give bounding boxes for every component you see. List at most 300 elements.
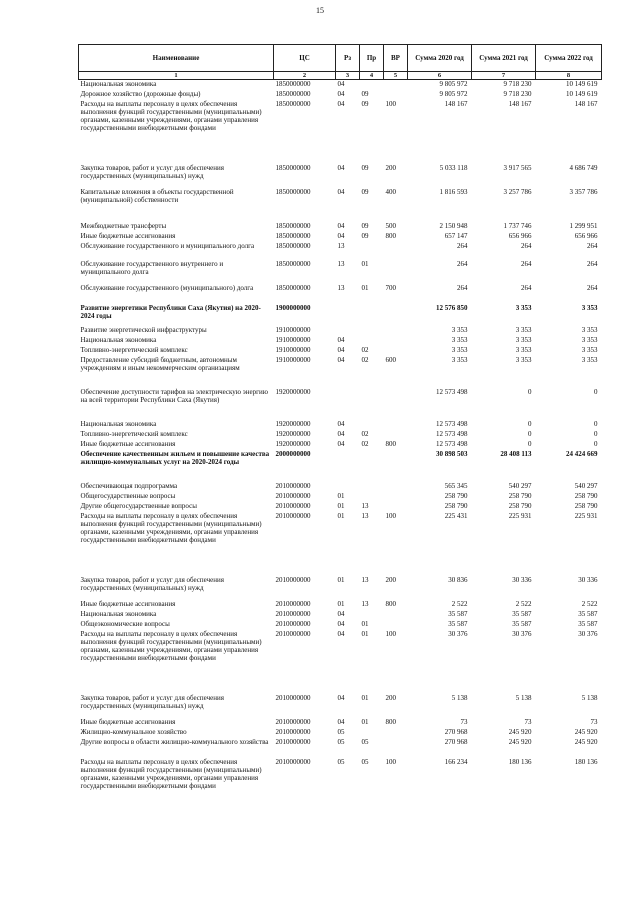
cell-name: Национальная экономика (80, 335, 157, 344)
cell-sum-2022: 24 424 669 (566, 449, 598, 458)
cell-sum-2021: 148 167 (508, 99, 532, 108)
cell-rz: 04 (337, 429, 345, 438)
cell-sum-2021: 225 931 (508, 511, 532, 520)
cell-sum-2022: 35 587 (578, 619, 598, 628)
table-row (79, 738, 602, 758)
cell-vr: 200 (385, 693, 396, 702)
index-cell: 6 (408, 72, 472, 80)
cell-sum-2020: 30 898 503 (436, 449, 468, 458)
table-row (79, 728, 602, 738)
table-row (79, 90, 602, 100)
cell-pr (360, 304, 384, 326)
cell-sum-2021: 258 790 (508, 501, 532, 510)
cell-cs: 1850000000 (275, 187, 311, 196)
cell-sum-2021: 3 353 (515, 325, 532, 334)
cell-cs: 2000000000 (275, 449, 311, 458)
cell-name: Топливно-энергетический комплекс (80, 429, 188, 438)
cell-sum-2021: 30 336 (512, 575, 532, 584)
cell-cs: 2010000000 (275, 609, 311, 618)
cell-vr: 400 (385, 187, 396, 196)
table-row (79, 164, 602, 188)
cell-sum-2020: 73 (460, 717, 468, 726)
table-row (79, 388, 602, 420)
cell-vr (384, 346, 408, 356)
cell-pr (360, 420, 384, 430)
table-row (79, 620, 602, 630)
cell-sum-2021: 0 (528, 387, 532, 396)
cell-rz: 05 (337, 727, 345, 736)
cell-sum-2021: 35 587 (512, 619, 532, 628)
cell-rz: 04 (337, 99, 345, 108)
cell-rz: 01 (337, 501, 345, 510)
table-row (79, 610, 602, 620)
cell-name: Другие общегосударственные вопросы (80, 501, 197, 510)
cell-name: Иные бюджетные ассигнования (80, 439, 176, 448)
header-sum-2020: Сумма 2020 год (408, 45, 472, 72)
table-row (79, 440, 602, 450)
cell-cs: 1920000000 (275, 429, 311, 438)
cell-sum-2020: 264 (457, 241, 468, 250)
cell-vr: 200 (385, 575, 396, 584)
cell-cs: 1920000000 (275, 387, 311, 396)
cell-cs: 1910000000 (275, 325, 311, 334)
cell-cs: 1850000000 (275, 283, 311, 292)
cell-sum-2021: 264 (521, 283, 532, 292)
cell-name: Расходы на выплаты персоналу в целях обеспечения выполнения функций государственными (муниципальными) органами, казенными учреждениями, органами управления государственными внебюджетными фондами (80, 629, 262, 662)
table-row (79, 482, 602, 492)
cell-sum-2022: 264 (587, 241, 598, 250)
cell-rz (336, 482, 360, 492)
cell-sum-2022: 225 931 (574, 511, 598, 520)
cell-cs: 1910000000 (275, 355, 311, 364)
cell-rz: 04 (337, 693, 345, 702)
cell-name: Капитальные вложения в объекты государственной (муниципальной) собственности (80, 187, 234, 204)
cell-rz: 04 (337, 345, 345, 354)
cell-sum-2021: 245 920 (508, 737, 532, 746)
cell-vr (384, 610, 408, 620)
cell-sum-2021: 0 (528, 439, 532, 448)
cell-cs: 2010000000 (275, 629, 311, 638)
table-row (79, 326, 602, 336)
cell-sum-2021: 2 522 (515, 599, 532, 608)
cell-cs: 2010000000 (275, 757, 311, 766)
cell-sum-2020: 9 805 972 (439, 89, 468, 98)
cell-vr (384, 430, 408, 440)
cell-sum-2021: 0 (528, 429, 532, 438)
cell-pr: 13 (361, 575, 369, 584)
cell-sum-2022: 540 297 (574, 481, 598, 490)
cell-pr: 02 (361, 429, 369, 438)
cell-rz: 04 (337, 80, 345, 88)
cell-pr: 13 (361, 501, 369, 510)
cell-pr: 01 (361, 259, 369, 268)
cell-sum-2022: 264 (587, 283, 598, 292)
cell-sum-2020: 3 353 (451, 345, 468, 354)
cell-pr: 09 (361, 163, 369, 172)
cell-name: Жилищно-коммунальное хозяйство (80, 727, 187, 736)
cell-sum-2020: 565 345 (444, 481, 468, 490)
cell-sum-2021: 3 257 786 (503, 187, 532, 196)
cell-vr: 200 (385, 163, 396, 172)
cell-pr (360, 610, 384, 620)
cell-name: Закупка товаров, работ и услуг для обеспечения государственных (муниципальных) нужд (80, 693, 224, 710)
cell-rz: 04 (337, 89, 345, 98)
cell-pr (360, 388, 384, 420)
index-cell: 8 (536, 72, 602, 80)
cell-pr: 09 (361, 99, 369, 108)
cell-sum-2021: 73 (524, 717, 532, 726)
cell-pr (360, 80, 384, 90)
table-row (79, 346, 602, 356)
cell-rz (336, 326, 360, 336)
cell-pr (360, 728, 384, 738)
cell-name: Обслуживание государственного (муниципального) долга (80, 283, 254, 292)
cell-name: Национальная экономика (80, 80, 157, 88)
cell-pr: 01 (361, 629, 369, 638)
cell-vr (384, 728, 408, 738)
cell-name: Закупка товаров, работ и услуг для обеспечения государственных (муниципальных) нужд (80, 575, 224, 592)
cell-sum-2020: 30 376 (448, 629, 468, 638)
cell-sum-2022: 10 149 619 (566, 89, 598, 98)
cell-rz: 04 (337, 231, 345, 240)
index-cell: 2 (274, 72, 336, 80)
cell-sum-2022: 3 357 786 (569, 187, 598, 196)
cell-sum-2022: 10 149 619 (566, 80, 598, 88)
cell-cs: 1920000000 (275, 439, 311, 448)
cell-sum-2022: 73 (590, 717, 598, 726)
table-row (79, 188, 602, 222)
cell-rz: 01 (337, 491, 345, 500)
cell-sum-2022: 0 (594, 387, 598, 396)
cell-name: Расходы на выплаты персоналу в целях обеспечения выполнения функций государственными (муниципальными) органами, казенными учреждениями, органами управления государственными внебюджетными фондами (80, 511, 262, 544)
cell-vr (384, 260, 408, 284)
cell-vr (384, 388, 408, 420)
cell-sum-2022: 35 587 (578, 609, 598, 618)
table-row (79, 450, 602, 482)
cell-vr (384, 90, 408, 100)
cell-vr (384, 482, 408, 492)
cell-pr: 01 (361, 283, 369, 292)
cell-sum-2022: 0 (594, 439, 598, 448)
cell-sum-2022: 30 376 (578, 629, 598, 638)
table-row (79, 80, 602, 90)
cell-name: Обеспечение доступности тарифов на электрическую энергию на всей территории Республики Саха (Якутия) (80, 387, 268, 404)
cell-cs: 2010000000 (275, 599, 311, 608)
cell-cs: 1850000000 (275, 241, 311, 250)
cell-sum-2022: 0 (594, 429, 598, 438)
cell-rz: 13 (337, 283, 345, 292)
cell-vr (384, 502, 408, 512)
cell-rz: 01 (337, 575, 345, 584)
cell-sum-2022: 3 353 (581, 335, 598, 344)
cell-vr: 800 (385, 599, 396, 608)
table-row (79, 356, 602, 388)
cell-vr (384, 326, 408, 336)
cell-name: Расходы на выплаты персоналу в целях обеспечения выполнения функций государственными (муниципальными) органами, казенными учреждениями, органами управления государственными внебюджетными фондами (80, 757, 262, 790)
cell-sum-2022: 3 353 (581, 345, 598, 354)
table-row (79, 304, 602, 326)
cell-sum-2021: 1 737 746 (503, 221, 532, 230)
table-body (79, 80, 602, 810)
cell-vr (384, 80, 408, 90)
cell-cs: 2010000000 (275, 619, 311, 628)
cell-rz: 04 (337, 419, 345, 428)
header-name: Наименование (79, 45, 274, 72)
cell-rz: 04 (337, 609, 345, 618)
cell-sum-2020: 3 353 (451, 355, 468, 364)
cell-sum-2021: 245 920 (508, 727, 532, 736)
cell-sum-2020: 270 968 (444, 737, 468, 746)
cell-sum-2022: 148 167 (574, 99, 598, 108)
cell-pr (360, 482, 384, 492)
cell-cs: 1850000000 (275, 259, 311, 268)
cell-cs: 2010000000 (275, 737, 311, 746)
cell-sum-2021: 30 376 (512, 629, 532, 638)
cell-name: Расходы на выплаты персоналу в целях обеспечения выполнения функций государственными (муниципальными) органами, казенными учреждениями, органами управления государственными внебюджетными фондами (80, 99, 262, 132)
cell-name: Предоставление субсидий бюджетным, автономным учреждениям и иным некоммерческим организациям (80, 355, 240, 372)
cell-pr: 02 (361, 355, 369, 364)
cell-name: Межбюджетные трансферты (80, 221, 167, 230)
table-row (79, 232, 602, 242)
table-row (79, 512, 602, 576)
cell-pr: 05 (361, 737, 369, 746)
cell-sum-2020: 270 968 (444, 727, 468, 736)
cell-cs: 1850000000 (275, 231, 311, 240)
cell-name: Иные бюджетные ассигнования (80, 231, 176, 240)
cell-vr: 800 (385, 231, 396, 240)
cell-sum-2020: 12 573 498 (436, 439, 468, 448)
table-row (79, 758, 602, 810)
cell-rz: 04 (337, 163, 345, 172)
cell-rz (336, 304, 360, 326)
index-cell: 4 (360, 72, 384, 80)
cell-cs: 2010000000 (275, 491, 311, 500)
cell-sum-2022: 258 790 (574, 501, 598, 510)
cell-sum-2020: 12 576 850 (436, 303, 468, 312)
cell-pr: 01 (361, 693, 369, 702)
cell-cs: 1850000000 (275, 163, 311, 172)
header-rz: Рз (336, 45, 360, 72)
cell-sum-2020: 1 816 593 (439, 187, 468, 196)
cell-pr: 05 (361, 757, 369, 766)
cell-cs: 1850000000 (275, 221, 311, 230)
cell-sum-2021: 540 297 (508, 481, 532, 490)
cell-vr: 800 (385, 439, 396, 448)
cell-sum-2020: 258 790 (444, 491, 468, 500)
cell-cs: 2010000000 (275, 727, 311, 736)
cell-rz: 13 (337, 259, 345, 268)
header-cs: ЦС (274, 45, 336, 72)
cell-sum-2020: 2 150 948 (439, 221, 468, 230)
cell-cs: 1850000000 (275, 99, 311, 108)
cell-pr (360, 492, 384, 502)
cell-rz: 04 (337, 221, 345, 230)
cell-name: Закупка товаров, работ и услуг для обеспечения государственных (муниципальных) нужд (80, 163, 224, 180)
page-number: 15 (316, 6, 324, 15)
cell-sum-2022: 2 522 (581, 599, 598, 608)
cell-name: Обеспечение качественным жильем и повышение качества жилищно-коммунальных услуг на 2020-2024 годы (80, 449, 270, 466)
cell-cs: 1900000000 (275, 303, 311, 312)
cell-sum-2022: 258 790 (574, 491, 598, 500)
cell-name: Иные бюджетные ассигнования (80, 599, 176, 608)
cell-sum-2020: 166 234 (444, 757, 468, 766)
cell-sum-2020: 12 573 498 (436, 429, 468, 438)
table-row (79, 222, 602, 232)
cell-sum-2020: 2 522 (451, 599, 468, 608)
cell-pr (360, 326, 384, 336)
cell-rz: 01 (337, 599, 345, 608)
cell-vr (384, 336, 408, 346)
cell-sum-2021: 264 (521, 241, 532, 250)
cell-sum-2022: 1 299 951 (569, 221, 598, 230)
cell-cs: 2010000000 (275, 575, 311, 584)
cell-rz (336, 388, 360, 420)
cell-rz (336, 450, 360, 482)
cell-sum-2022: 245 920 (574, 727, 598, 736)
cell-sum-2020: 12 573 498 (436, 387, 468, 396)
cell-sum-2021: 3 353 (515, 345, 532, 354)
table-row (79, 100, 602, 164)
header-sum-2021: Сумма 2021 год (472, 45, 536, 72)
cell-pr: 01 (361, 717, 369, 726)
table-row (79, 242, 602, 260)
cell-sum-2022: 264 (587, 259, 598, 268)
cell-sum-2020: 3 353 (451, 335, 468, 344)
cell-sum-2020: 148 167 (444, 99, 468, 108)
cell-cs: 2010000000 (275, 511, 311, 520)
cell-rz: 04 (337, 355, 345, 364)
cell-cs: 1850000000 (275, 80, 311, 88)
cell-rz: 04 (337, 335, 345, 344)
cell-rz: 04 (337, 439, 345, 448)
table-row (79, 430, 602, 440)
cell-name: Иные бюджетные ассигнования (80, 717, 176, 726)
cell-name: Обслуживание государственного и муниципального долга (80, 241, 255, 250)
cell-rz: 05 (337, 737, 345, 746)
budget-table (78, 44, 602, 810)
cell-sum-2020: 264 (457, 283, 468, 292)
cell-vr: 100 (385, 757, 396, 766)
index-cell: 1 (79, 72, 274, 80)
cell-vr: 600 (385, 355, 396, 364)
header-sum-2022: Сумма 2022 год (536, 45, 602, 72)
cell-vr (384, 450, 408, 482)
cell-sum-2021: 3 353 (515, 303, 532, 312)
cell-cs: 1910000000 (275, 345, 311, 354)
cell-rz: 04 (337, 619, 345, 628)
cell-cs: 1910000000 (275, 335, 311, 344)
cell-sum-2021: 3 353 (515, 355, 532, 364)
header-pr: Пр (360, 45, 384, 72)
cell-rz: 13 (337, 241, 345, 250)
cell-vr (384, 492, 408, 502)
cell-sum-2020: 9 805 972 (439, 80, 468, 88)
cell-sum-2021: 35 587 (512, 609, 532, 618)
cell-vr (384, 242, 408, 260)
table-row (79, 694, 602, 718)
cell-pr (360, 336, 384, 346)
cell-pr: 02 (361, 345, 369, 354)
cell-sum-2020: 5 138 (451, 693, 468, 702)
cell-vr: 100 (385, 629, 396, 638)
cell-name: Другие вопросы в области жилищно-коммунального хозяйства (80, 737, 269, 746)
cell-sum-2020: 5 033 118 (439, 163, 468, 172)
cell-sum-2021: 9 718 230 (503, 89, 532, 98)
cell-sum-2022: 30 336 (578, 575, 598, 584)
cell-sum-2020: 35 587 (448, 619, 468, 628)
index-cell: 7 (472, 72, 536, 80)
cell-sum-2021: 3 353 (515, 335, 532, 344)
cell-pr: 09 (361, 221, 369, 230)
cell-pr: 09 (361, 89, 369, 98)
cell-rz: 01 (337, 511, 345, 520)
cell-pr (360, 450, 384, 482)
cell-vr (384, 304, 408, 326)
cell-pr (360, 242, 384, 260)
cell-cs: 1920000000 (275, 419, 311, 428)
cell-rz: 04 (337, 187, 345, 196)
cell-name: Национальная экономика (80, 609, 157, 618)
cell-sum-2022: 245 920 (574, 737, 598, 746)
cell-cs: 2010000000 (275, 501, 311, 510)
table-row (79, 336, 602, 346)
cell-pr: 09 (361, 231, 369, 240)
cell-name: Обслуживание государственного внутреннего и муниципального долга (80, 259, 224, 276)
cell-pr: 13 (361, 599, 369, 608)
cell-pr: 09 (361, 187, 369, 196)
cell-sum-2021: 0 (528, 419, 532, 428)
cell-name: Развитие энергетики Республики Саха (Якутия) на 2020-2024 годы (80, 303, 261, 320)
cell-sum-2022: 3 353 (581, 325, 598, 334)
table-row (79, 718, 602, 728)
table-row (79, 492, 602, 502)
cell-sum-2020: 264 (457, 259, 468, 268)
cell-sum-2021: 258 790 (508, 491, 532, 500)
index-cell: 5 (384, 72, 408, 80)
cell-vr: 100 (385, 99, 396, 108)
cell-sum-2020: 12 573 498 (436, 419, 468, 428)
table-header (79, 45, 602, 80)
cell-sum-2020: 30 836 (448, 575, 468, 584)
cell-cs: 2010000000 (275, 693, 311, 702)
cell-sum-2020: 35 587 (448, 609, 468, 618)
cell-sum-2022: 656 966 (574, 231, 598, 240)
cell-name: Дорожное хозяйство (дорожные фонды) (80, 89, 201, 98)
cell-rz: 04 (337, 717, 345, 726)
table-row (79, 260, 602, 284)
cell-sum-2022: 180 136 (574, 757, 598, 766)
cell-sum-2021: 264 (521, 259, 532, 268)
table-row (79, 420, 602, 430)
cell-name: Общегосударственные вопросы (80, 491, 176, 500)
cell-name: Национальная экономика (80, 419, 157, 428)
cell-name: Обеспечивающая подпрограмма (80, 481, 178, 490)
cell-vr (384, 738, 408, 758)
cell-sum-2022: 3 353 (581, 355, 598, 364)
cell-vr: 100 (385, 511, 396, 520)
table-row (79, 284, 602, 304)
cell-sum-2020: 225 431 (444, 511, 468, 520)
cell-sum-2022: 3 353 (581, 303, 598, 312)
cell-sum-2021: 28 408 113 (500, 449, 532, 458)
cell-vr: 700 (385, 283, 396, 292)
cell-pr: 01 (361, 619, 369, 628)
cell-sum-2021: 9 718 230 (503, 80, 532, 88)
cell-rz: 04 (337, 629, 345, 638)
cell-vr: 500 (385, 221, 396, 230)
index-cell: 3 (336, 72, 360, 80)
cell-pr: 13 (361, 511, 369, 520)
